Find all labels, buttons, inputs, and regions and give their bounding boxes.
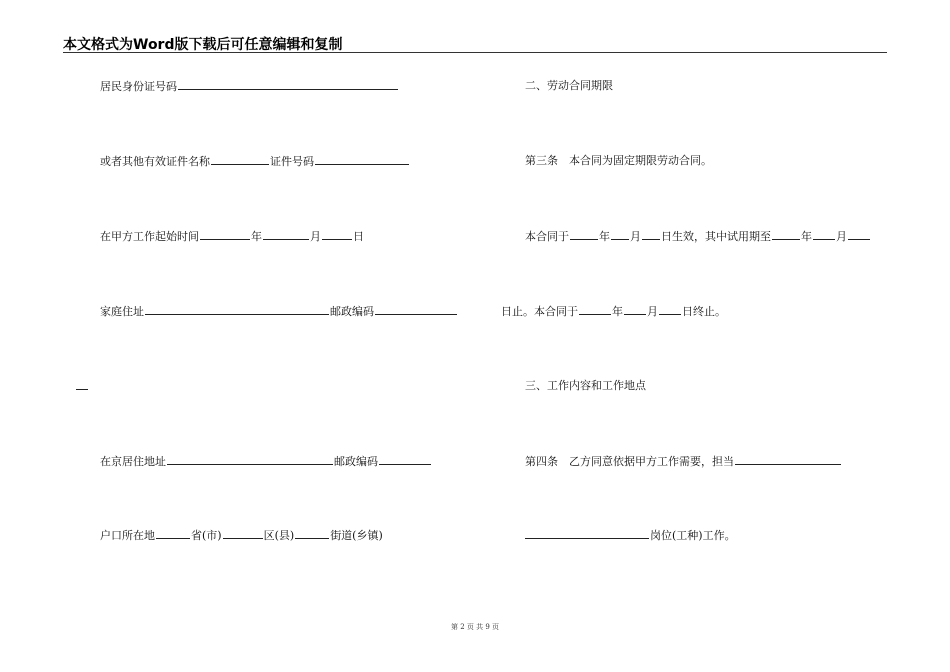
beijing-address-line [100,454,432,469]
article-4-line [525,454,842,469]
other-cert-blank[interactable] [211,154,269,165]
start-day-label: 日 [353,230,364,243]
end-day-stop-label: 日止。本合同于 [501,305,578,318]
beijing-address-blank[interactable] [167,454,333,465]
article-3: 第三条 本合同为固定期限劳动合同。 [525,154,712,167]
end-year-label: 年 [612,305,623,318]
hukou-line [100,528,383,543]
effective-year-label: 年 [599,230,610,243]
start-month-label: 月 [310,230,321,243]
header-divider [63,52,887,53]
home-address-blank[interactable] [145,304,329,315]
other-cert-label: 或者其他有效证件名称 [100,155,210,168]
street-label: 街道(乡镇) [330,529,383,542]
province-label: 省(市) [191,529,222,542]
job-title-blank[interactable] [525,528,649,539]
street-blank[interactable] [295,528,329,539]
effective-day-blank[interactable] [642,229,660,240]
end-day-blank[interactable] [659,304,681,315]
probation-month-label: 月 [836,230,847,243]
contract-end-line [501,304,726,319]
home-address-label: 家庭住址 [100,305,144,318]
end-label: 日终止。 [682,305,726,318]
position-blank[interactable] [735,454,841,465]
start-time-label: 在甲方工作起始时间 [100,230,199,243]
end-month-label: 月 [647,305,658,318]
effective-month-label: 月 [630,230,641,243]
start-month-blank[interactable] [263,229,309,240]
district-blank[interactable] [223,528,263,539]
article-4: 第四条 乙方同意依据甲方工作需要，担当 [525,455,734,468]
probation-year-label: 年 [801,230,812,243]
home-postcode-blank[interactable] [375,304,457,315]
start-year-blank[interactable] [200,229,250,240]
probation-month-blank[interactable] [813,229,835,240]
id-number-label: 居民身份证号码 [100,80,177,93]
home-postcode-label: 邮政编码 [330,305,374,318]
start-time-line [100,229,364,244]
hukou-label: 户口所在地 [100,529,155,542]
effective-year-blank[interactable] [570,229,598,240]
probation-year-blank[interactable] [772,229,800,240]
cert-number-blank[interactable] [315,154,409,165]
id-number-line [100,79,399,94]
start-day-blank[interactable] [322,229,352,240]
end-year-blank[interactable] [579,304,611,315]
probation-day-blank[interactable] [848,229,870,240]
stray-dash [76,389,88,390]
effective-month-blank[interactable] [611,229,629,240]
district-label: 区(县) [263,529,295,542]
contract-term-line [525,229,871,244]
home-address-line [100,304,458,319]
position-label: 岗位(工种)工作。 [650,529,736,542]
start-year-label: 年 [251,230,262,243]
effective-label: 日生效，其中试用期至 [661,230,771,243]
page-header-title: 本文格式为Word版下载后可任意编辑和复制 [63,37,343,53]
contract-from-label: 本合同于 [525,230,569,243]
province-blank[interactable] [156,528,190,539]
page-number: 第 2 页 共 9 页 [450,623,500,631]
section-2-heading: 二、劳动合同期限 [525,79,613,92]
other-cert-line [100,154,410,169]
beijing-postcode-blank[interactable] [379,454,431,465]
end-month-blank[interactable] [624,304,646,315]
section-3-heading: 三、工作内容和工作地点 [525,379,646,392]
id-number-blank[interactable] [178,79,398,90]
cert-number-label: 证件号码 [270,155,314,168]
beijing-postcode-label: 邮政编码 [334,455,378,468]
beijing-address-label: 在京居住地址 [100,455,166,468]
position-line [525,528,736,543]
